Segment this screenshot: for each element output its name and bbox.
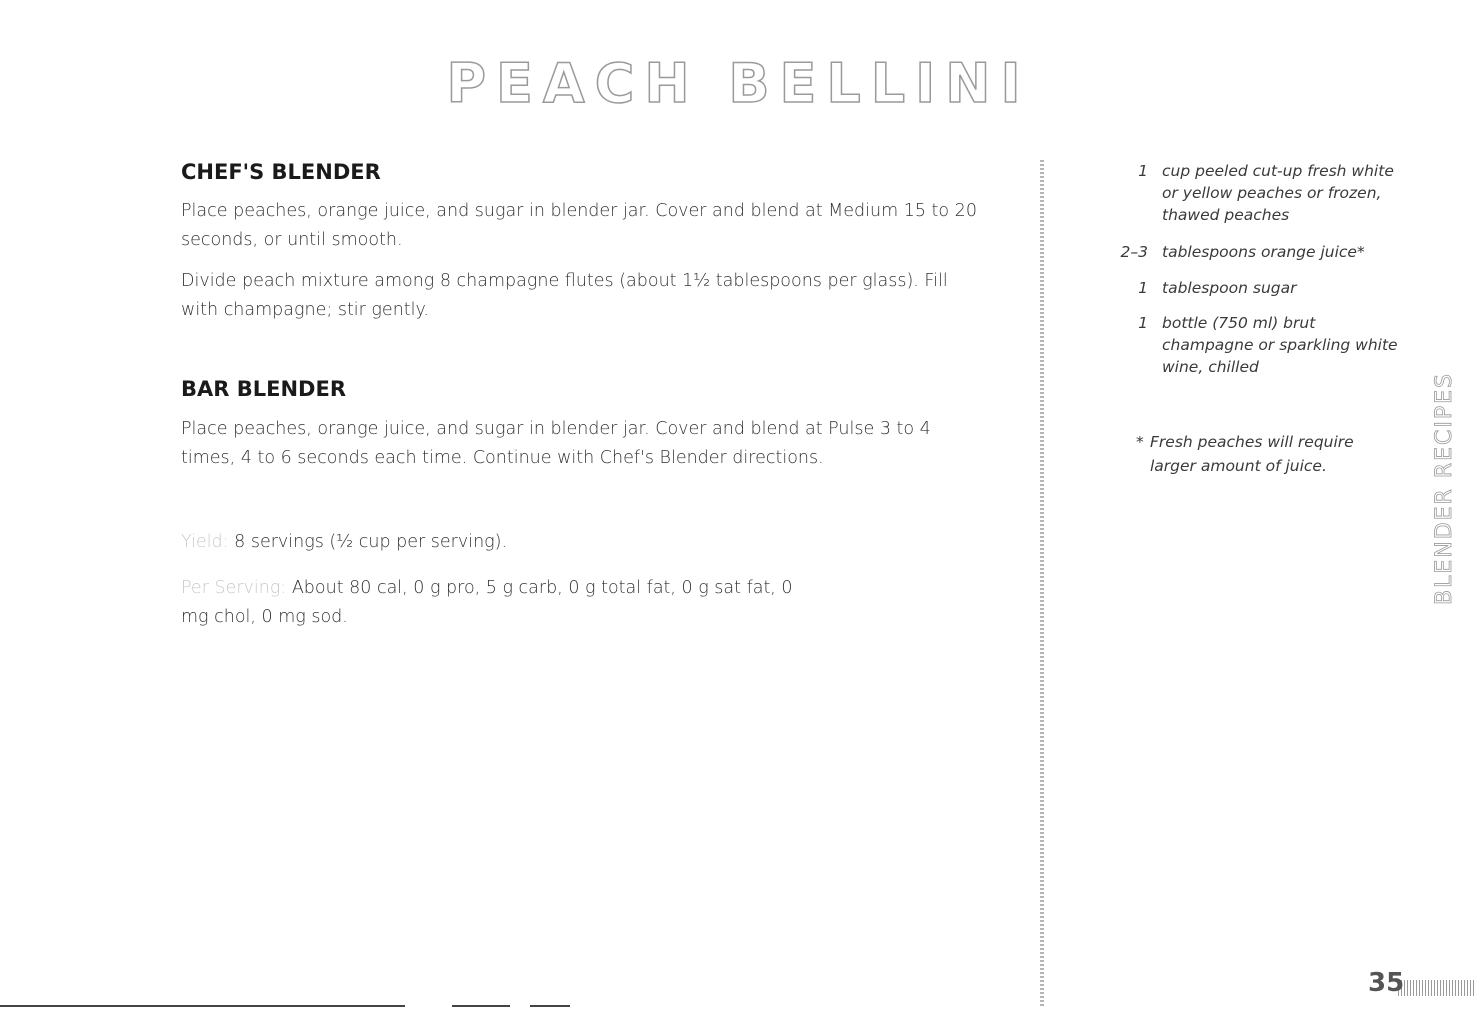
- ingredient-qty: 1: [1138, 314, 1148, 332]
- per-serving-line: [181, 574, 821, 632]
- bottom-rule: [530, 1005, 570, 1007]
- ingredient-item: [1080, 312, 1420, 378]
- section-side-tab: BLENDER RECIPES: [1432, 372, 1457, 605]
- ingredient-desc: cup peeled cut-up fresh white or yellow peaches or frozen, thawed peaches: [1162, 162, 1394, 224]
- ingredient-desc: bottle (750 ml) brut champagne or sparkling white wine, chilled: [1162, 314, 1398, 376]
- ingredient-item: [1080, 241, 1420, 263]
- chefs-blender-step-1: Place peaches, orange juice, and sugar in blender jar. Cover and blend at Medium 15 to 20 seconds, or until smooth.: [181, 201, 977, 250]
- ingredient-qty: 1: [1138, 162, 1148, 180]
- ingredient-qty: 1: [1138, 279, 1148, 297]
- yield-value: 8 servings (½ cup per serving).: [234, 532, 508, 552]
- footnote-star: *: [1136, 433, 1144, 451]
- bottom-rule: [452, 1005, 510, 1007]
- bottom-rule: [0, 1005, 405, 1007]
- ingredient-item: [1080, 160, 1420, 226]
- chefs-blender-step-2: Divide peach mixture among 8 champagne flutes (about 1½ tablespoons per glass). Fill with champagne; stir gently.: [181, 271, 948, 320]
- ingredient-desc: tablespoons orange juice*: [1162, 243, 1365, 261]
- per-serving-value: About 80 cal, 0 g pro, 5 g carb, 0 g total fat, 0 g sat fat, 0 mg chol, 0 mg sod.: [181, 578, 793, 627]
- ingredient-qty: 2–3: [1120, 243, 1148, 261]
- per-serving-label: Per Serving:: [181, 578, 287, 598]
- ingredient-desc: tablespoon sugar: [1162, 279, 1297, 297]
- yield-line: [181, 528, 981, 557]
- recipe-title: PEACH BELLINI: [446, 52, 1031, 115]
- footnote: [1136, 430, 1400, 478]
- ingredient-item: [1080, 277, 1420, 299]
- bar-blender-heading: BAR BLENDER: [181, 377, 346, 401]
- page-number: 35: [1368, 968, 1405, 998]
- yield-label: Yield:: [181, 532, 229, 552]
- page-number-bar: [1398, 980, 1474, 996]
- footnote-text: Fresh peaches will require larger amount of juice.: [1150, 433, 1354, 475]
- column-divider: [1040, 160, 1044, 1008]
- bar-blender-step-1: Place peaches, orange juice, and sugar in blender jar. Cover and blend at Pulse 3 to 4 times, 4 to 6 seconds each time. Continue with Chef's Blender directions.: [181, 419, 931, 468]
- chefs-blender-heading: CHEF'S BLENDER: [181, 160, 381, 184]
